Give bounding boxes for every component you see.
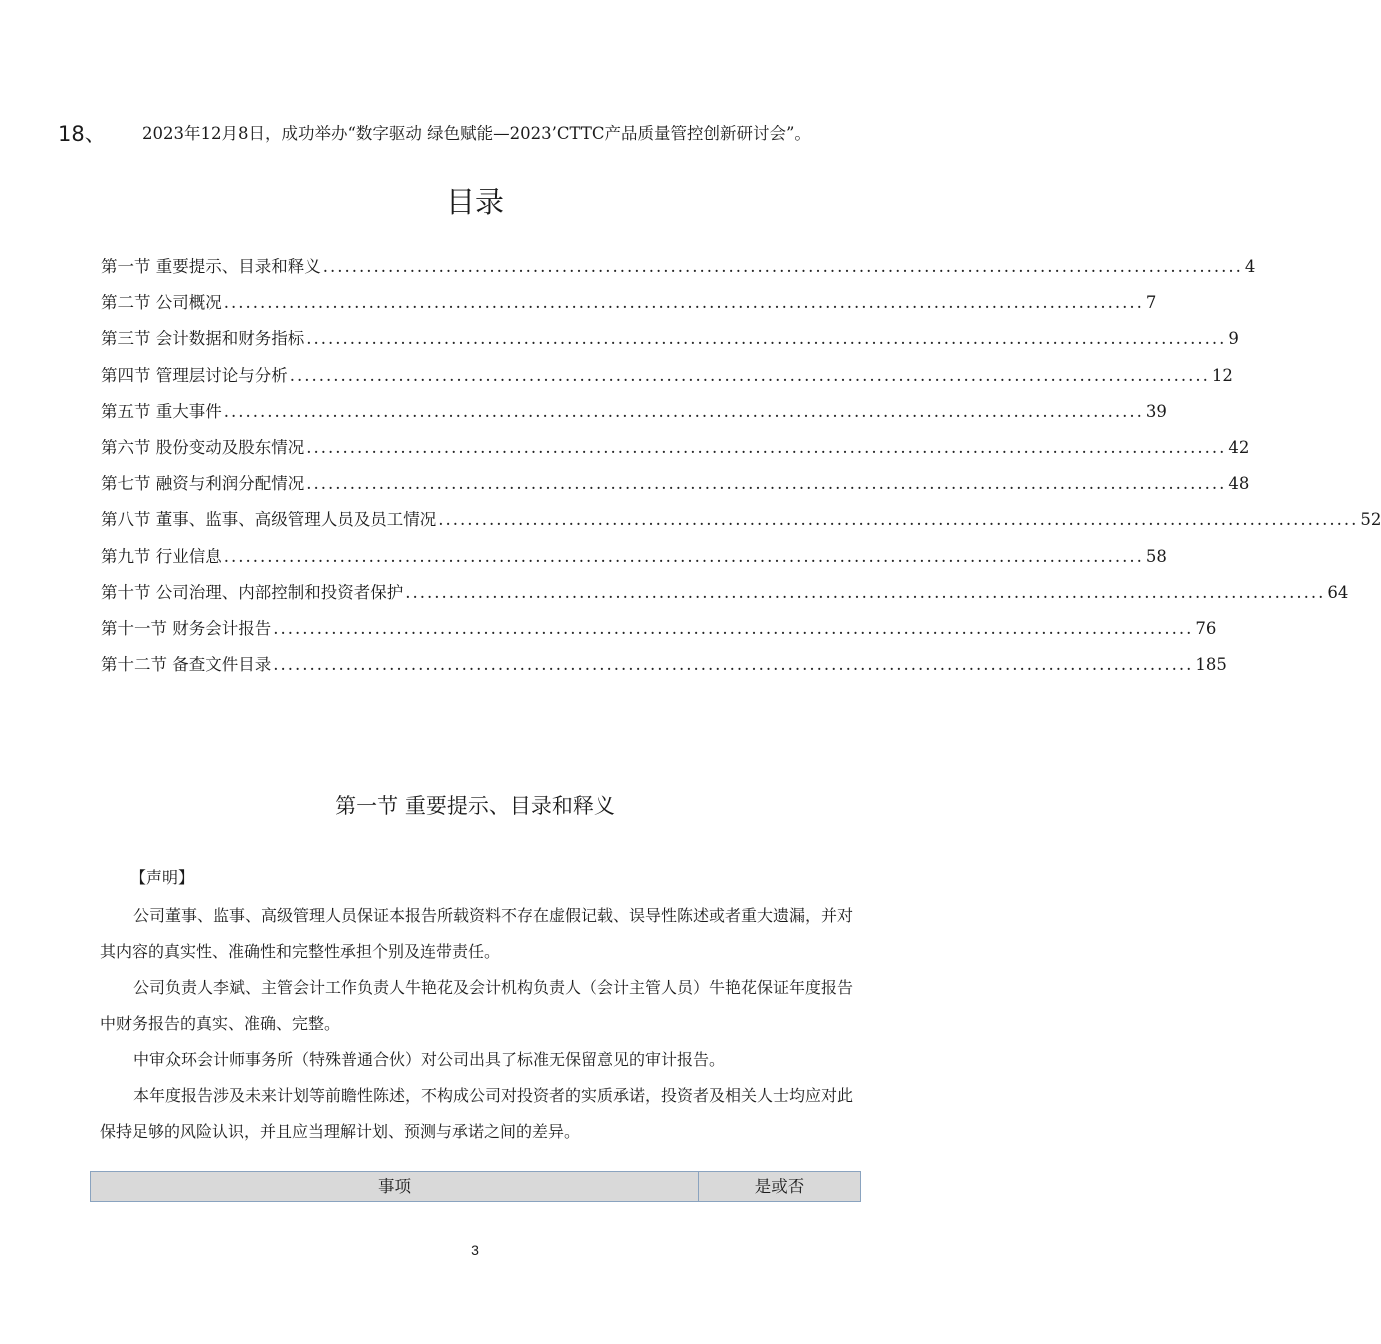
header-cell-item: 事项 (91, 1172, 699, 1201)
toc-entry-label: 第十节 公司治理、内部控制和投资者保护 (101, 582, 404, 602)
toc-entry-label: 第八节 董事、监事、高级管理人员及员工情况 (101, 510, 437, 530)
paragraph: 公司董事、监事、高级管理人员保证本报告所载资料不存在虚假记载、误导性陈述或者重大遗漏，并对其内容的真实性、准确性和完整性承担个别及连带责任。 (100, 906, 854, 961)
list-item-text: 2023年12月8日，成功举办“数字驱动 绿色赋能—2023’CTTC产品质量管控创新研讨会”。 (142, 124, 811, 143)
toc-entry-5[interactable] (101, 394, 1167, 430)
toc-leader-dots: ............................................................................................................................... (322, 257, 1243, 276)
toc-entry-page: 64 (1327, 582, 1349, 602)
toc-leader-dots: ............................................................................................................................... (273, 618, 1194, 638)
toc-entry-1[interactable] (101, 249, 1256, 285)
toc-entry-page: 58 (1145, 546, 1167, 566)
toc-entry-label: 第七节 融资与利润分配情况 (101, 474, 305, 494)
toc-leader-dots: ............................................................................................................................... (289, 365, 1210, 385)
toc-entry-10[interactable] (101, 575, 1349, 611)
toc-leader-dots: ............................................................................................................................... (306, 474, 1227, 494)
list-item-18 (58, 118, 860, 150)
toc-entry-6[interactable] (101, 430, 1250, 466)
toc-leader-dots: ............................................................................................................................... (223, 293, 1144, 313)
toc-entry-page: 39 (1145, 401, 1167, 421)
toc-leader-dots: ............................................................................................................................... (438, 510, 1359, 530)
toc-entry-label: 第六节 股份变动及股东情况 (101, 437, 305, 457)
section-title: 第一节 重要提示、目录和释义 (335, 794, 615, 818)
table-of-contents (101, 249, 1381, 683)
toc-entry-label: 第三节 会计数据和财务指标 (101, 329, 305, 349)
toc-entry-label: 第十一节 财务会计报告 (101, 618, 272, 638)
list-item-number: 18、 (58, 122, 106, 146)
matters-table-header (90, 1171, 861, 1202)
paragraph: 中审众环会计师事务所（特殊普通合伙）对公司出具了标准无保留意见的审计报告。 (133, 1050, 726, 1069)
toc-leader-dots: ............................................................................................................................... (273, 655, 1194, 675)
declaration-label: 【声明】 (130, 868, 195, 887)
toc-entry-label: 第十二节 备查文件目录 (101, 655, 272, 675)
paragraph: 本年度报告涉及未来计划等前瞻性陈述，不构成公司对投资者的实质承诺，投资者及相关人士均应对此保持足够的风险认识，并且应当理解计划、预测与承诺之间的差异。 (100, 1086, 854, 1141)
toc-entry-9[interactable] (101, 539, 1167, 575)
header-cell-yes-no: 是或否 (754, 1177, 805, 1196)
toc-entry-page: 185 (1195, 655, 1227, 675)
toc-leader-dots: ............................................................................................................................... (306, 329, 1227, 349)
declaration-section (100, 860, 858, 1150)
toc-entry-12[interactable] (101, 647, 1227, 683)
toc-entry-page: 4 (1244, 257, 1256, 276)
paragraph: 公司负责人李斌、主管会计工作负责人牛艳花及会计机构负责人（会计主管人员）牛艳花保证年度报告中财务报告的真实、准确、完整。 (100, 978, 854, 1033)
toc-entry-3[interactable] (101, 321, 1239, 357)
toc-entry-label: 第四节 管理层讨论与分析 (101, 365, 288, 385)
toc-entry-page: 9 (1228, 329, 1239, 349)
toc-entry-page: 42 (1228, 437, 1250, 457)
toc-entry-label: 第五节 重大事件 (101, 401, 222, 421)
toc-entry-label: 第二节 公司概况 (101, 293, 222, 313)
toc-leader-dots: ............................................................................................................................... (405, 582, 1326, 602)
toc-entry-11[interactable] (101, 611, 1217, 647)
page-number: 3 (471, 1242, 479, 1258)
toc-entry-page: 48 (1228, 474, 1250, 494)
toc-entry-label: 第九节 行业信息 (101, 546, 222, 566)
toc-entry-label: 第一节 重要提示、目录和释义 (101, 257, 321, 276)
toc-entry-4[interactable] (101, 358, 1233, 394)
toc-leader-dots: ............................................................................................................................... (223, 401, 1144, 421)
toc-entry-page: 76 (1195, 618, 1217, 638)
toc-entry-2[interactable] (101, 285, 1157, 321)
toc-entry-7[interactable] (101, 466, 1250, 502)
toc-title: 目录 (445, 185, 504, 219)
toc-entry-8[interactable] (101, 502, 1381, 538)
toc-entry-page: 52 (1360, 510, 1381, 530)
toc-entry-page: 12 (1211, 365, 1233, 385)
toc-leader-dots: ............................................................................................................................... (223, 546, 1144, 566)
toc-entry-page: 7 (1145, 293, 1157, 313)
toc-leader-dots: ............................................................................................................................... (306, 437, 1227, 457)
